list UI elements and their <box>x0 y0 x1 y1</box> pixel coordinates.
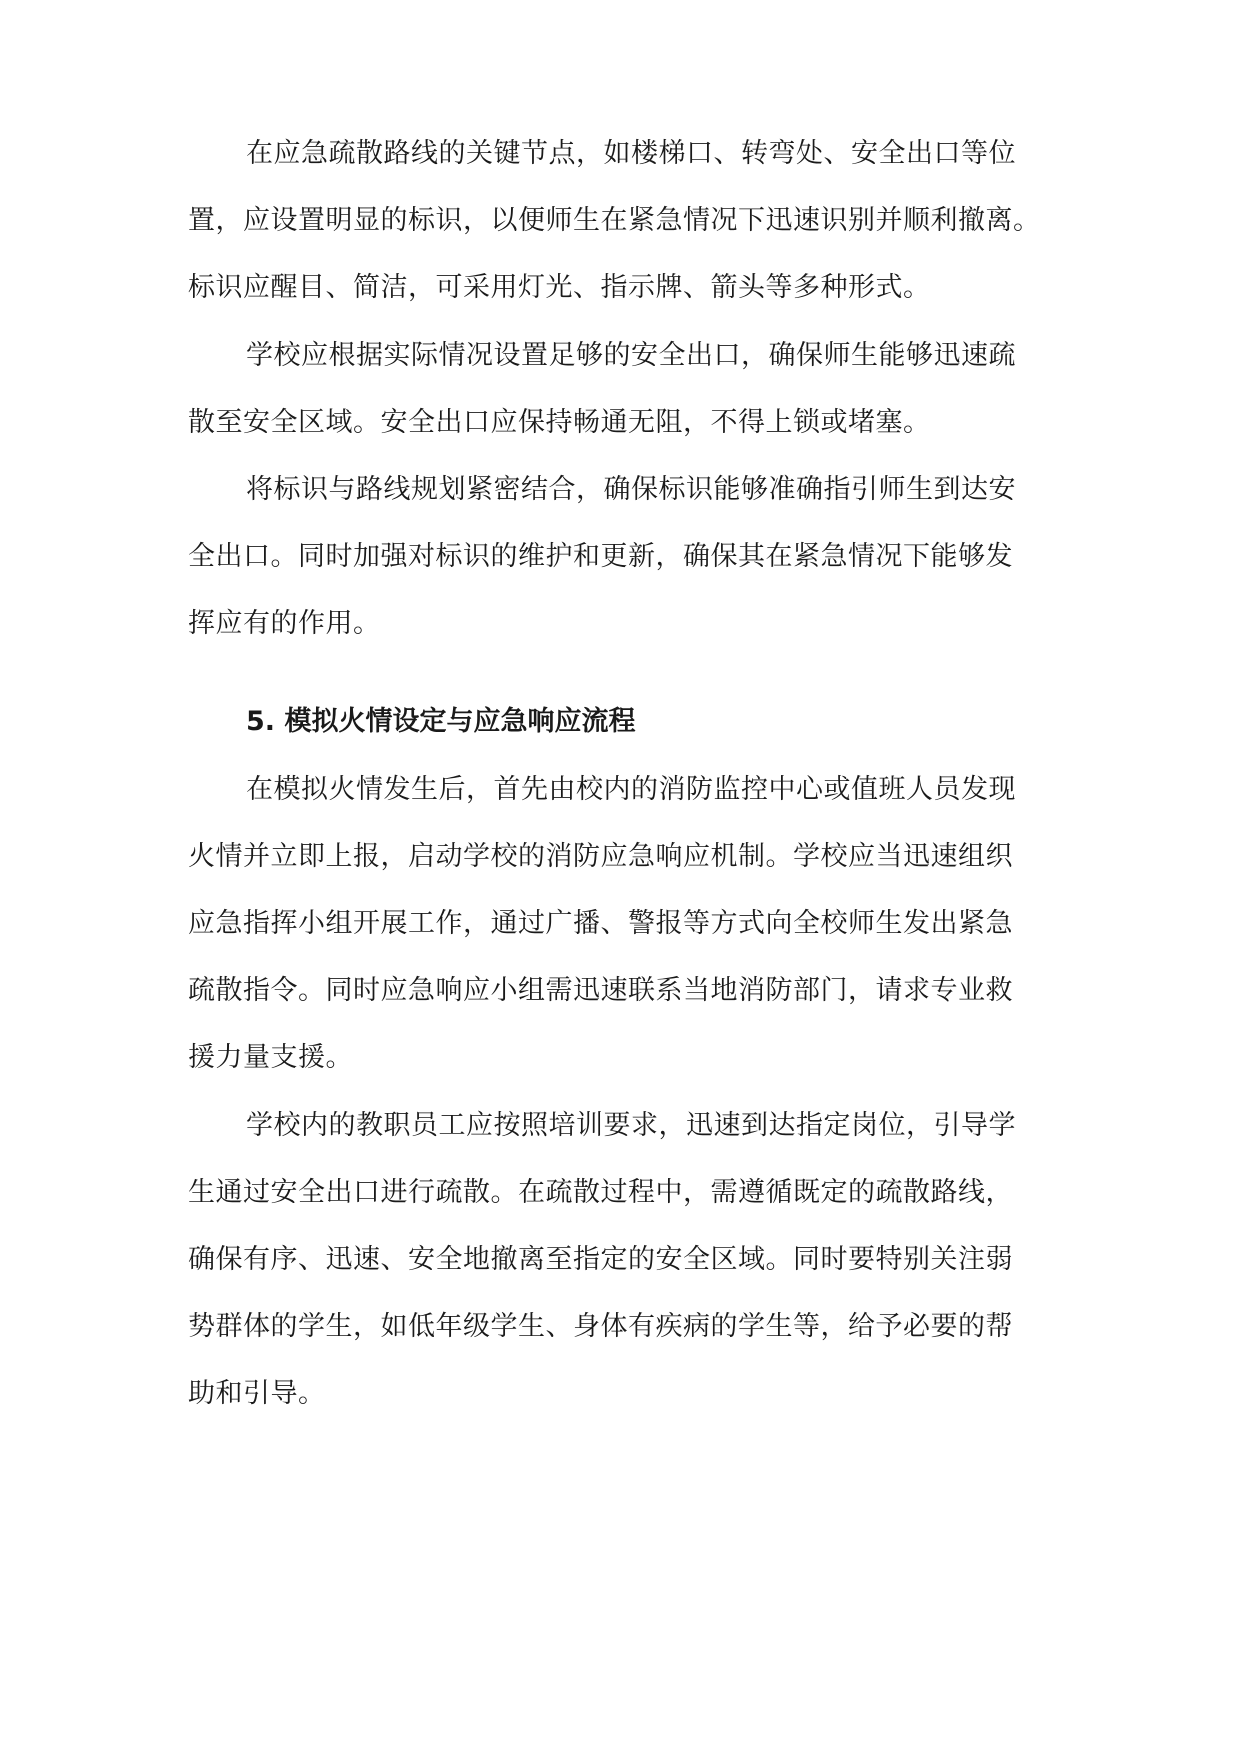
section-heading: 5. 模拟火情设定与应急响应流程 <box>246 706 636 737</box>
text-line: 标识应醒目、简洁，可采用灯光、指示牌、箭头等多种形式。 <box>188 272 931 303</box>
text-line: 挥应有的作用。 <box>188 608 381 639</box>
text-line: 散至安全区域。安全出口应保持畅通无阻，不得上锁或堵塞。 <box>188 407 931 438</box>
text-line: 学校内的教职员工应按照培训要求，迅速到达指定岗位，引导学 <box>246 1110 1016 1141</box>
text-line: 学校应根据实际情况设置足够的安全出口，确保师生能够迅速疏 <box>246 340 1016 371</box>
text-line: 将标识与路线规划紧密结合，确保标识能够准确指引师生到达安 <box>246 474 1016 505</box>
text-line: 全出口。同时加强对标识的维护和更新，确保其在紧急情况下能够发 <box>188 541 1013 572</box>
text-line: 助和引导。 <box>188 1378 326 1409</box>
text-line: 疏散指令。同时应急响应小组需迅速联系当地消防部门，请求专业救 <box>188 975 1013 1006</box>
text-line: 火情并立即上报，启动学校的消防应急响应机制。学校应当迅速组织 <box>188 841 1013 872</box>
text-line: 在模拟火情发生后，首先由校内的消防监控中心或值班人员发现 <box>246 774 1016 805</box>
text-line: 应急指挥小组开展工作，通过广播、警报等方式向全校师生发出紧急 <box>188 908 1013 939</box>
text-line: 在应急疏散路线的关键节点，如楼梯口、转弯处、安全出口等位 <box>246 138 1016 169</box>
text-line: 势群体的学生，如低年级学生、身体有疾病的学生等，给予必要的帮 <box>188 1311 1013 1342</box>
text-line: 援力量支援。 <box>188 1042 353 1073</box>
text-line: 生通过安全出口进行疏散。在疏散过程中，需遵循既定的疏散路线， <box>188 1177 1013 1208</box>
text-line: 确保有序、迅速、安全地撤离至指定的安全区域。同时要特别关注弱 <box>188 1244 1013 1275</box>
text-line: 置，应设置明显的标识，以便师生在紧急情况下迅速识别并顺利撤离。 <box>188 205 1041 236</box>
